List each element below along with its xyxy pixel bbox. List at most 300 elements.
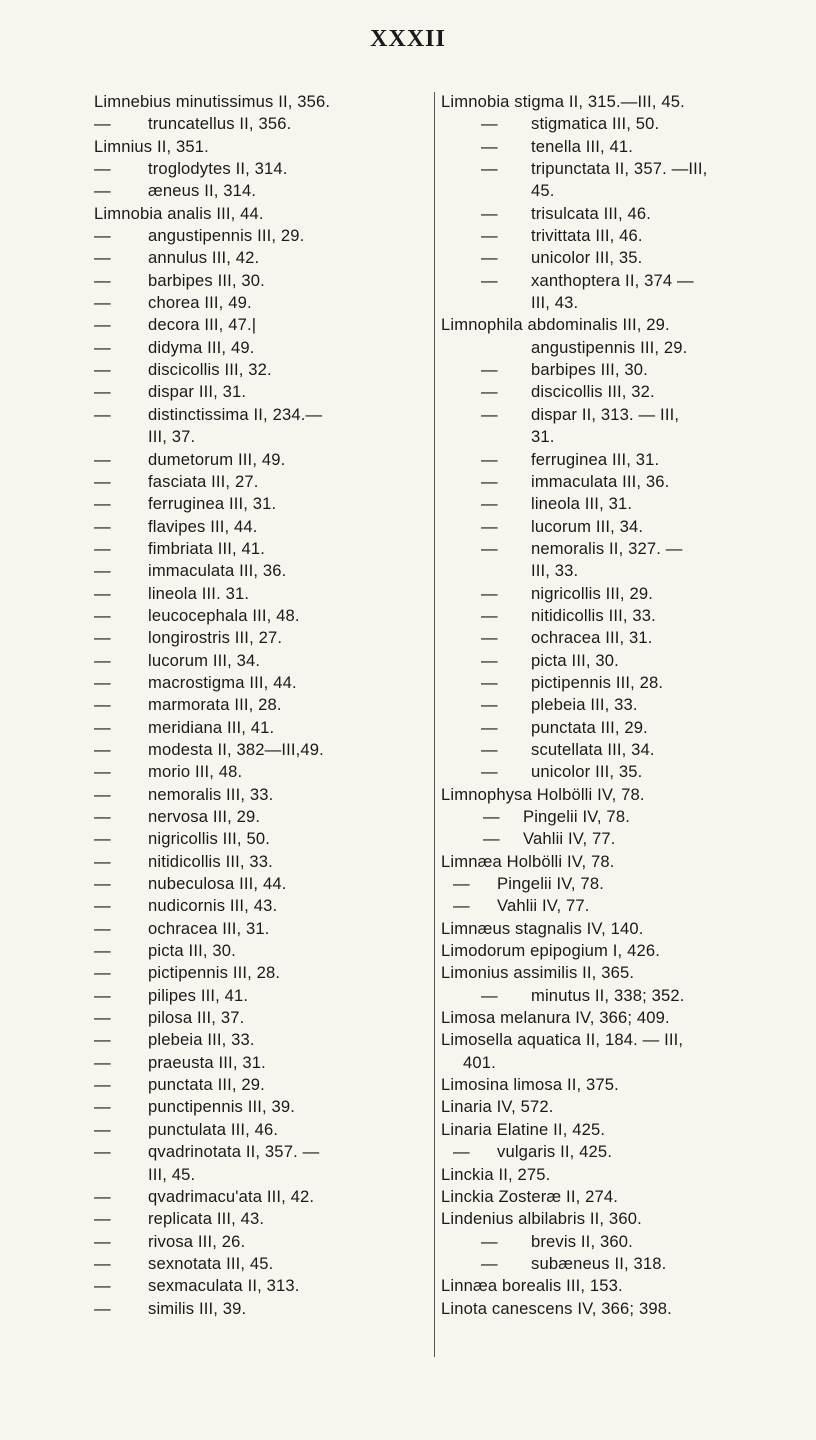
- index-entry: [441, 895, 791, 917]
- index-entry: [94, 828, 434, 850]
- ditto-dash: —: [481, 583, 498, 603]
- entry-text: Limnophila abdominalis III, 29.: [441, 315, 670, 335]
- index-entry: [441, 940, 791, 962]
- index-entry: [441, 560, 791, 582]
- ditto-dash: —: [481, 538, 498, 558]
- entry-text: morio III, 48.: [148, 762, 243, 782]
- entry-text: ferruginea III, 31.: [148, 494, 277, 514]
- ditto-dash: —: [94, 1052, 111, 1072]
- index-entry: [441, 158, 791, 180]
- index-entry: [441, 1186, 791, 1208]
- index-entry: [441, 292, 791, 314]
- index-entry: [94, 516, 434, 538]
- index-entry: [94, 940, 434, 962]
- ditto-dash: —: [94, 1008, 111, 1028]
- ditto-dash: —: [94, 851, 111, 871]
- index-entry: [94, 962, 434, 984]
- index-entry: [94, 873, 434, 895]
- entry-text: punctata III, 29.: [531, 717, 648, 737]
- ditto-dash: —: [94, 315, 111, 335]
- index-entry: [94, 1119, 434, 1141]
- index-entry: [441, 1007, 791, 1029]
- index-entry: [441, 471, 791, 493]
- entry-text: trivittata III, 46.: [531, 226, 643, 246]
- index-entry: [94, 1186, 434, 1208]
- entry-text: pictipennis III, 28.: [531, 672, 664, 692]
- ditto-dash: —: [94, 1186, 111, 1206]
- ditto-dash: —: [483, 807, 500, 826]
- index-entry: [441, 180, 791, 202]
- index-entry: [94, 180, 434, 202]
- index-entry: [94, 314, 434, 336]
- entry-text: dispar II, 313. — III,: [531, 404, 680, 424]
- ditto-dash: —: [94, 360, 111, 380]
- entry-text: nitidicollis III, 33.: [148, 851, 273, 871]
- index-entry: [94, 1275, 434, 1297]
- index-entry: [441, 538, 791, 560]
- ditto-dash: —: [94, 1075, 111, 1095]
- index-entry: [94, 136, 434, 158]
- ditto-dash: —: [94, 762, 111, 782]
- ditto-dash: —: [481, 203, 498, 223]
- entry-text: nudicornis III, 43.: [148, 896, 278, 916]
- entry-text: picta III, 30.: [531, 650, 619, 670]
- entry-text: stigmatica III, 50.: [531, 114, 660, 134]
- ditto-dash: —: [481, 360, 498, 380]
- index-entry: [441, 449, 791, 471]
- entry-text: discicollis III, 32.: [148, 360, 272, 380]
- ditto-dash: —: [94, 181, 111, 201]
- index-entry: [441, 359, 791, 381]
- ditto-dash: —: [94, 829, 111, 849]
- entry-text: lucorum III, 34.: [148, 650, 261, 670]
- entry-text: Limnophysa Holbölli IV, 78.: [441, 784, 645, 804]
- index-entry: [441, 739, 791, 761]
- index-entry: [94, 1231, 434, 1253]
- index-entry: [441, 1029, 791, 1051]
- entry-text: annulus III, 42.: [148, 248, 260, 268]
- entry-text: Limonius assimilis II, 365.: [441, 963, 635, 983]
- entry-text: subæneus II, 318.: [531, 1253, 667, 1273]
- entry-text: Limnebius minutissimus II, 356.: [94, 92, 331, 111]
- index-entry: [441, 516, 791, 538]
- entry-text: Linnæa borealis III, 153.: [441, 1276, 623, 1296]
- entry-text: tripunctata II, 357. —III,: [531, 159, 708, 179]
- entry-text: longirostris III, 27.: [148, 628, 283, 648]
- entry-text: Limnobia analis III, 44.: [94, 203, 264, 223]
- index-entry: [441, 113, 791, 135]
- ditto-dash: —: [94, 1298, 111, 1318]
- entry-text: Vahlii IV, 77.: [523, 829, 616, 849]
- ditto-dash: —: [94, 114, 111, 134]
- index-entry: [94, 538, 434, 560]
- entry-text: nigricollis III, 50.: [148, 829, 270, 849]
- index-entry: [441, 1141, 791, 1163]
- index-entry: [441, 1164, 791, 1186]
- entry-text: truncatellus II, 356.: [148, 114, 292, 134]
- index-entry: [441, 136, 791, 158]
- entry-text: minutus II, 338; 352.: [531, 985, 685, 1005]
- index-entry: [441, 225, 791, 247]
- entry-text: similis III, 39.: [148, 1298, 247, 1318]
- index-entry: [441, 1231, 791, 1253]
- entry-text: xanthoptera II, 374 —: [531, 270, 694, 290]
- page-title: XXXII: [370, 26, 446, 52]
- ditto-dash: —: [94, 1276, 111, 1296]
- index-entry: [441, 1208, 791, 1230]
- index-entry: [94, 1253, 434, 1275]
- index-entry: [441, 918, 791, 940]
- entry-text: trisulcata III, 46.: [531, 203, 651, 223]
- index-entry: [94, 158, 434, 180]
- ditto-dash: —: [94, 248, 111, 268]
- entry-text: marmorata III, 28.: [148, 695, 282, 715]
- entry-text: immaculata III, 36.: [148, 561, 287, 581]
- index-entry: [441, 1119, 791, 1141]
- index-entry: [94, 1007, 434, 1029]
- entry-text: Limosina limosa II, 375.: [441, 1075, 619, 1095]
- ditto-dash: —: [481, 114, 498, 134]
- entry-text: Linckia Zosteræ II, 274.: [441, 1186, 618, 1206]
- ditto-dash: —: [94, 1030, 111, 1050]
- ditto-dash: —: [481, 762, 498, 782]
- index-entry: [94, 449, 434, 471]
- ditto-dash: —: [94, 226, 111, 246]
- index-entry: [441, 627, 791, 649]
- index-entry: [441, 404, 791, 426]
- index-entry: [441, 828, 791, 850]
- ditto-dash: —: [481, 516, 498, 536]
- ditto-dash: —: [481, 270, 498, 290]
- entry-text: sexmaculata II, 313.: [148, 1276, 300, 1296]
- ditto-dash: —: [94, 382, 111, 402]
- entry-text: nigricollis III, 29.: [531, 583, 653, 603]
- ditto-dash: —: [94, 337, 111, 357]
- entry-text: plebeia III, 33.: [148, 1030, 255, 1050]
- ditto-dash: —: [481, 382, 498, 402]
- entry-text: 31.: [531, 427, 555, 447]
- index-entry: [441, 873, 791, 895]
- entry-text: Limosa melanura IV, 366; 409.: [441, 1008, 670, 1028]
- entry-text: chorea III, 49.: [148, 293, 252, 313]
- ditto-dash: —: [94, 695, 111, 715]
- index-entry: [94, 359, 434, 381]
- ditto-dash: —: [481, 739, 498, 759]
- entry-text: unicolor III, 35.: [531, 248, 643, 268]
- ditto-dash: —: [94, 516, 111, 536]
- index-entry: [94, 426, 434, 448]
- entry-text: barbipes III, 30.: [148, 270, 265, 290]
- entry-text: Limnobia stigma II, 315.—III, 45.: [441, 92, 685, 111]
- entry-text: Limnius II, 351.: [94, 136, 209, 156]
- ditto-dash: —: [94, 159, 111, 179]
- entry-text: fasciata III, 27.: [148, 471, 259, 491]
- ditto-dash: —: [453, 896, 470, 916]
- entry-text: pilosa III, 37.: [148, 1008, 245, 1028]
- index-entry: [441, 784, 791, 806]
- entry-text: sexnotata III, 45.: [148, 1253, 274, 1273]
- entry-text: lineola III, 31.: [531, 494, 633, 514]
- entry-text: discicollis III, 32.: [531, 382, 655, 402]
- entry-text: Pingelii IV, 78.: [523, 807, 630, 826]
- ditto-dash: —: [94, 874, 111, 894]
- index-entry: [94, 471, 434, 493]
- index-entry: [94, 292, 434, 314]
- entry-text: dumetorum III, 49.: [148, 449, 286, 469]
- index-entry: [441, 493, 791, 515]
- entry-text: troglodytes II, 314.: [148, 159, 288, 179]
- index-entry: [441, 694, 791, 716]
- index-entry: [94, 605, 434, 627]
- ditto-dash: —: [94, 1142, 111, 1162]
- index-column-right: [441, 91, 791, 1320]
- index-entry: [94, 1164, 434, 1186]
- entry-text: nubeculosa III, 44.: [148, 874, 287, 894]
- index-entry: [94, 650, 434, 672]
- ditto-dash: —: [481, 404, 498, 424]
- ditto-dash: —: [481, 471, 498, 491]
- index-entry: [441, 1074, 791, 1096]
- ditto-dash: —: [481, 1253, 498, 1273]
- index-entry: [94, 1208, 434, 1230]
- index-entry: [94, 404, 434, 426]
- index-entry: [94, 694, 434, 716]
- ditto-dash: —: [481, 628, 498, 648]
- entry-text: ferruginea III, 31.: [531, 449, 660, 469]
- ditto-dash: —: [94, 807, 111, 826]
- index-entry: [94, 560, 434, 582]
- ditto-dash: —: [94, 628, 111, 648]
- index-entry: [441, 583, 791, 605]
- ditto-dash: —: [94, 494, 111, 514]
- ditto-dash: —: [481, 248, 498, 268]
- index-entry: [441, 337, 791, 359]
- entry-text: Vahlii IV, 77.: [497, 896, 590, 916]
- entry-text: nitidicollis III, 33.: [531, 605, 656, 625]
- index-entry: [94, 717, 434, 739]
- ditto-dash: —: [453, 1142, 470, 1162]
- ditto-dash: —: [94, 941, 111, 961]
- ditto-dash: —: [94, 583, 111, 603]
- index-entry: [441, 426, 791, 448]
- entry-text: unicolor III, 35.: [531, 762, 643, 782]
- ditto-dash: —: [481, 605, 498, 625]
- ditto-dash: —: [481, 494, 498, 514]
- entry-text: Limnæa Holbölli IV, 78.: [441, 851, 615, 871]
- entry-text: fimbriata III, 41.: [148, 538, 266, 558]
- index-entry: [94, 1096, 434, 1118]
- index-entry: [94, 895, 434, 917]
- entry-text: ochracea III, 31.: [148, 918, 270, 938]
- index-entry: [441, 672, 791, 694]
- ditto-dash: —: [94, 650, 111, 670]
- entry-text: pictipennis III, 28.: [148, 963, 281, 983]
- index-entry: [441, 91, 791, 113]
- index-entry: [441, 650, 791, 672]
- index-entry: [441, 1052, 791, 1074]
- entry-text: flavipes III, 44.: [148, 516, 258, 536]
- ditto-dash: —: [94, 449, 111, 469]
- index-column-left: [94, 91, 434, 1320]
- entry-text: tenella III, 41.: [531, 136, 634, 156]
- ditto-dash: —: [94, 1231, 111, 1251]
- index-entry: [441, 717, 791, 739]
- entry-text: rivosa III, 26.: [148, 1231, 246, 1251]
- ditto-dash: —: [94, 985, 111, 1005]
- entry-text: decora III, 47.|: [148, 315, 257, 335]
- ditto-dash: —: [94, 1119, 111, 1139]
- entry-text: modesta II, 382—III,49.: [148, 739, 324, 759]
- entry-text: macrostigma III, 44.: [148, 672, 297, 692]
- entry-text: punctata III, 29.: [148, 1075, 265, 1095]
- entry-text: 45.: [531, 181, 555, 201]
- entry-text: Linaria IV, 572.: [441, 1097, 554, 1117]
- index-entry: [94, 1298, 434, 1320]
- index-entry: [94, 270, 434, 292]
- entry-text: Limnæus stagnalis IV, 140.: [441, 918, 644, 938]
- entry-text: æneus II, 314.: [148, 181, 257, 201]
- entry-text: replicata III, 43.: [148, 1209, 265, 1229]
- index-entry: [94, 203, 434, 225]
- column-divider: [434, 92, 435, 1357]
- index-entry: [94, 784, 434, 806]
- entry-text: Linckia II, 275.: [441, 1164, 551, 1184]
- entry-text: punctulata III, 46.: [148, 1119, 279, 1139]
- entry-text: picta III, 30.: [148, 941, 236, 961]
- entry-text: angustipennis III, 29.: [531, 337, 688, 357]
- index-entry: [94, 247, 434, 269]
- index-entry: [94, 739, 434, 761]
- ditto-dash: —: [94, 784, 111, 804]
- entry-text: praeusta III, 31.: [148, 1052, 266, 1072]
- ditto-dash: —: [94, 404, 111, 424]
- index-entry: [94, 1052, 434, 1074]
- entry-text: nervosa III, 29.: [148, 807, 261, 826]
- index-entry: [94, 91, 434, 113]
- ditto-dash: —: [94, 471, 111, 491]
- entry-text: III, 43.: [531, 293, 579, 313]
- ditto-dash: —: [94, 1209, 111, 1229]
- index-entry: [441, 962, 791, 984]
- entry-text: nemoralis II, 327. —: [531, 538, 683, 558]
- index-entry: [441, 1253, 791, 1275]
- entry-text: Limosella aquatica II, 184. — III,: [441, 1030, 684, 1050]
- index-entry: [441, 381, 791, 403]
- index-entry: [94, 113, 434, 135]
- entry-text: barbipes III, 30.: [531, 360, 648, 380]
- entry-text: didyma III, 49.: [148, 337, 255, 357]
- entry-text: 401.: [463, 1052, 496, 1072]
- ditto-dash: —: [94, 918, 111, 938]
- ditto-dash: —: [481, 449, 498, 469]
- index-entry: [441, 851, 791, 873]
- index-entry: [94, 493, 434, 515]
- ditto-dash: —: [94, 538, 111, 558]
- ditto-dash: —: [481, 136, 498, 156]
- ditto-dash: —: [481, 717, 498, 737]
- ditto-dash: —: [453, 874, 470, 894]
- entry-text: Pingelii IV, 78.: [497, 874, 604, 894]
- ditto-dash: —: [94, 1253, 111, 1273]
- entry-text: immaculata III, 36.: [531, 471, 670, 491]
- entry-text: ochracea III, 31.: [531, 628, 653, 648]
- ditto-dash: —: [483, 829, 500, 849]
- ditto-dash: —: [481, 985, 498, 1005]
- ditto-dash: —: [481, 650, 498, 670]
- index-entry: [441, 1298, 791, 1320]
- index-entry: [441, 203, 791, 225]
- entry-text: pilipes III, 41.: [148, 985, 249, 1005]
- entry-text: lucorum III, 34.: [531, 516, 644, 536]
- ditto-dash: —: [94, 293, 111, 313]
- index-entry: [94, 985, 434, 1007]
- entry-text: nemoralis III, 33.: [148, 784, 274, 804]
- entry-text: III, 37.: [148, 427, 196, 447]
- index-entry: [441, 761, 791, 783]
- entry-text: Linota canescens IV, 366; 398.: [441, 1298, 672, 1318]
- entry-text: angustipennis III, 29.: [148, 226, 305, 246]
- index-entry: [94, 1029, 434, 1051]
- ditto-dash: —: [94, 672, 111, 692]
- index-entry: [94, 627, 434, 649]
- entry-text: distinctissima II, 234.—: [148, 404, 323, 424]
- ditto-dash: —: [94, 561, 111, 581]
- index-entry: [441, 806, 791, 828]
- index-entry: [94, 761, 434, 783]
- index-entry: [441, 605, 791, 627]
- index-entry: [94, 381, 434, 403]
- entry-text: punctipennis III, 39.: [148, 1097, 296, 1117]
- index-entry: [441, 270, 791, 292]
- ditto-dash: —: [481, 672, 498, 692]
- entry-text: Limodorum epipogium I, 426.: [441, 941, 660, 961]
- entry-text: lineola III. 31.: [148, 583, 250, 603]
- ditto-dash: —: [94, 896, 111, 916]
- ditto-dash: —: [481, 695, 498, 715]
- ditto-dash: —: [481, 226, 498, 246]
- entry-text: vulgaris II, 425.: [497, 1142, 613, 1162]
- index-entry: [94, 1141, 434, 1163]
- index-entry: [441, 1096, 791, 1118]
- entry-text: leucocephala III, 48.: [148, 605, 300, 625]
- index-entry: [441, 1275, 791, 1297]
- ditto-dash: —: [94, 270, 111, 290]
- entry-text: plebeia III, 33.: [531, 695, 638, 715]
- entry-text: qvadrimacu'ata III, 42.: [148, 1186, 315, 1206]
- ditto-dash: —: [94, 739, 111, 759]
- ditto-dash: —: [94, 1097, 111, 1117]
- index-entry: [94, 918, 434, 940]
- index-entry: [94, 225, 434, 247]
- index-entry: [94, 1074, 434, 1096]
- index-entry: [441, 985, 791, 1007]
- ditto-dash: —: [481, 1231, 498, 1251]
- index-entry: [94, 583, 434, 605]
- entry-text: III, 45.: [148, 1164, 196, 1184]
- index-entry: [94, 806, 434, 828]
- index-entry: [94, 337, 434, 359]
- entry-text: Linaria Elatine II, 425.: [441, 1119, 606, 1139]
- ditto-dash: —: [94, 963, 111, 983]
- index-entry: [94, 851, 434, 873]
- index-entry: [441, 314, 791, 336]
- index-entry: [441, 247, 791, 269]
- entry-text: Lindenius albilabris II, 360.: [441, 1209, 642, 1229]
- entry-text: meridiana III, 41.: [148, 717, 275, 737]
- index-entry: [94, 672, 434, 694]
- entry-text: brevis II, 360.: [531, 1231, 633, 1251]
- entry-text: scutellata III, 34.: [531, 739, 655, 759]
